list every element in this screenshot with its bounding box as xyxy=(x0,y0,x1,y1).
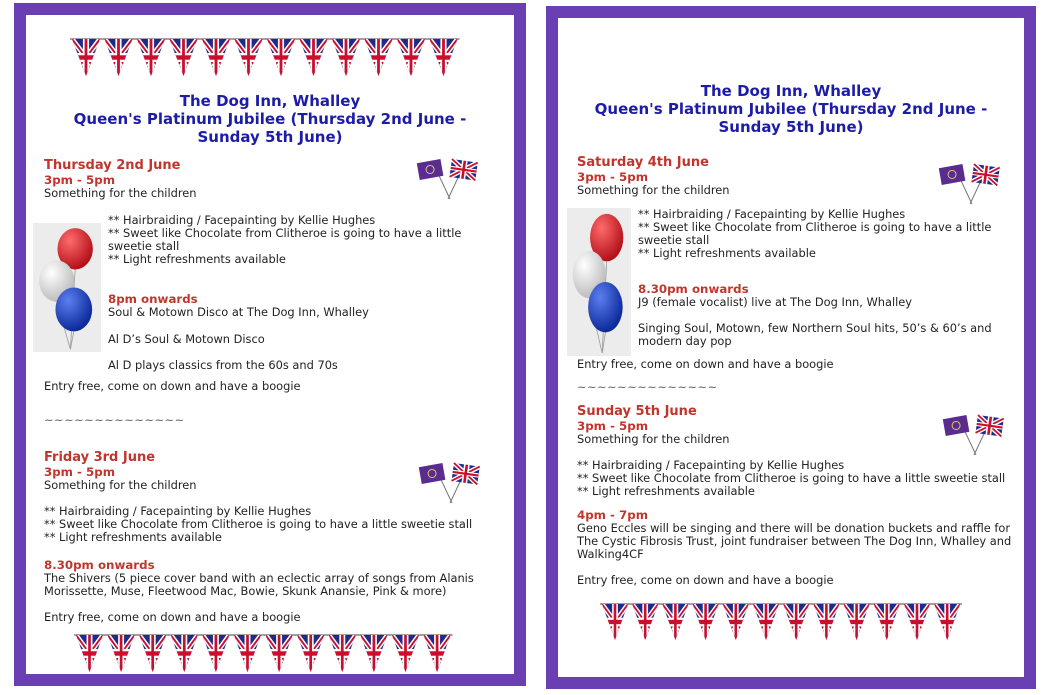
poster-title: The Dog Inn, Whalley xyxy=(700,82,882,100)
sunday-fundraiser-text: Geno Eccles will be singing and there will be donation buckets and raffle for xyxy=(577,521,1011,535)
saturday-music-text-cont: modern day pop xyxy=(638,334,732,348)
saturday-time-evening: 8.30pm onwards xyxy=(638,282,749,296)
thursday-entry-text: Entry free, come on down and have a boogie xyxy=(44,379,301,393)
thursday-disco-text: Al D’s Soul & Motown Disco xyxy=(108,332,265,346)
poster-page xyxy=(558,18,1024,677)
separator: ~~~~~~~~~~~~~~ xyxy=(44,413,185,427)
saturday-heading: Saturday 4th June xyxy=(577,155,709,170)
friday-item-sweets: ** Sweet like Chocolate from Clitheroe is going to have a little sweetie stall xyxy=(44,517,473,531)
friday-item-refreshments: ** Light refreshments available xyxy=(44,530,222,544)
thursday-children-text: Something for the children xyxy=(44,186,197,200)
poster-page xyxy=(26,15,514,674)
poster-title: The Dog Inn, Whalley xyxy=(179,92,361,110)
bunting-bottom-icon xyxy=(600,602,962,642)
sunday-children-text: Something for the children xyxy=(577,432,730,446)
sunday-item-hairbraiding: ** Hairbraiding / Facepainting by Kellie Hughes xyxy=(577,458,845,472)
sunday-fundraiser-text-cont: The Cystic Fibrosis Trust, joint fundraiser between The Dog Inn, Whalley and xyxy=(577,534,1012,548)
flags-icon xyxy=(942,411,1006,457)
saturday-music-text: Singing Soul, Motown, few Northern Soul hits, 50’s & 60’s and xyxy=(638,321,992,335)
separator: ~~~~~~~~~~~~~~ xyxy=(577,380,718,394)
balloons-icon xyxy=(567,208,631,356)
sunday-time-afternoon: 3pm - 5pm xyxy=(577,419,649,433)
sunday-item-sweets: ** Sweet like Chocolate from Clitheroe is going to have a little sweetie stall xyxy=(577,471,1006,485)
flags-icon xyxy=(418,459,482,505)
saturday-item-hairbraiding: ** Hairbraiding / Facepainting by Kellie Hughes xyxy=(638,207,906,221)
friday-time-afternoon: 3pm - 5pm xyxy=(44,465,116,479)
saturday-item-sweets-cont: sweetie stall xyxy=(638,233,710,247)
poster-subtitle-line2: Sunday 5th June) xyxy=(197,128,343,146)
friday-time-evening: 8.30pm onwards xyxy=(44,558,155,572)
sunday-time-evening: 4pm - 7pm xyxy=(577,508,649,522)
flags-icon xyxy=(416,155,480,201)
poster-saturday-sunday xyxy=(546,6,1036,689)
thursday-classics-text: Al D plays classics from the 60s and 70s xyxy=(108,358,338,372)
friday-entry-text: Entry free, come on down and have a boogie xyxy=(44,610,301,624)
sunday-item-refreshments: ** Light refreshments available xyxy=(577,484,755,498)
thursday-evening-text: Soul & Motown Disco at The Dog Inn, Whalley xyxy=(108,305,369,319)
poster-thursday-friday xyxy=(14,3,526,686)
friday-item-hairbraiding: ** Hairbraiding / Facepainting by Kellie Hughes xyxy=(44,504,312,518)
saturday-evening-text: J9 (female vocalist) live at The Dog Inn, Whalley xyxy=(638,295,913,309)
bunting-bottom-icon xyxy=(74,633,453,673)
sunday-heading: Sunday 5th June xyxy=(577,404,697,419)
thursday-time-evening: 8pm onwards xyxy=(108,292,198,306)
saturday-item-refreshments: ** Light refreshments available xyxy=(638,246,816,260)
saturday-time-afternoon: 3pm - 5pm xyxy=(577,170,649,184)
sunday-entry-text: Entry free, come on down and have a boogie xyxy=(577,573,834,587)
friday-children-text: Something for the children xyxy=(44,478,197,492)
thursday-item-refreshments: ** Light refreshments available xyxy=(108,252,286,266)
friday-band-text: The Shivers (5 piece cover band with an eclectic array of songs from Alanis xyxy=(44,571,474,585)
thursday-time-afternoon: 3pm - 5pm xyxy=(44,173,116,187)
saturday-entry-text: Entry free, come on down and have a boogie xyxy=(577,357,834,371)
poster-subtitle-line1: Queen's Platinum Jubilee (Thursday 2nd June - xyxy=(73,110,467,128)
poster-subtitle-line2: Sunday 5th June) xyxy=(718,118,864,136)
balloons-icon xyxy=(33,223,101,352)
poster-subtitle-line1: Queen's Platinum Jubilee (Thursday 2nd June - xyxy=(594,100,988,118)
bunting-top-icon xyxy=(70,37,460,77)
thursday-item-sweets-cont: sweetie stall xyxy=(108,239,180,253)
thursday-heading: Thursday 2nd June xyxy=(44,158,181,173)
friday-band-text-cont: Morissette, Muse, Fleetwood Mac, Bowie, Skunk Anansie, Pink & more) xyxy=(44,584,447,598)
saturday-item-sweets: ** Sweet like Chocolate from Clitheroe is going to have a little xyxy=(638,220,992,234)
flags-icon xyxy=(938,160,1002,206)
thursday-item-hairbraiding: ** Hairbraiding / Facepainting by Kellie Hughes xyxy=(108,213,376,227)
friday-heading: Friday 3rd June xyxy=(44,450,156,465)
thursday-item-sweets: ** Sweet like Chocolate from Clitheroe is going to have a little xyxy=(108,226,462,240)
saturday-children-text: Something for the children xyxy=(577,183,730,197)
sunday-fundraiser-text-end: Walking4CF xyxy=(577,547,644,561)
